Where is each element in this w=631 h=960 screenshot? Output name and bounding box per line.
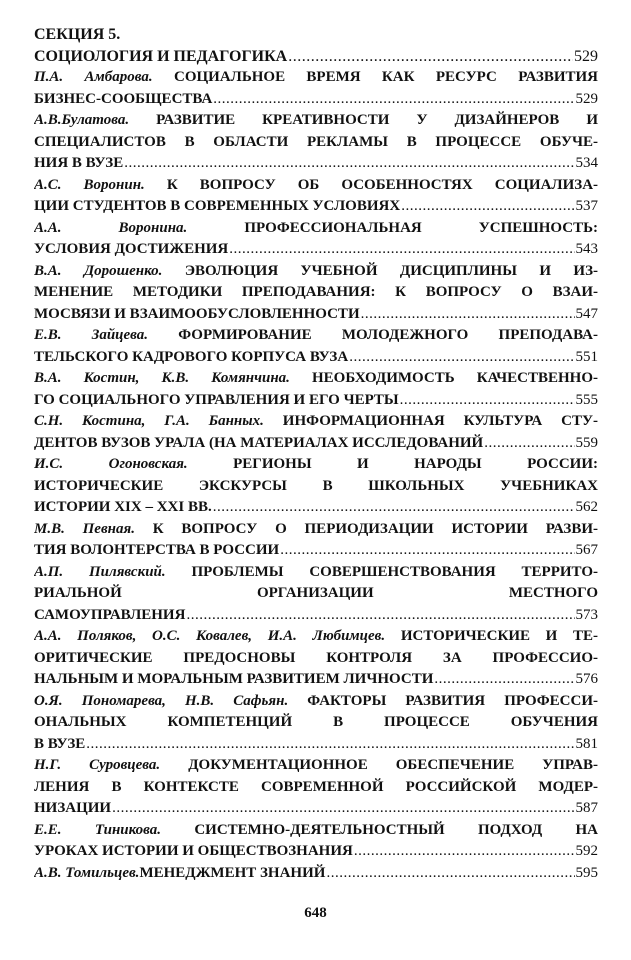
- section-title: СОЦИОЛОГИЯ И ПЕДАГОГИКА: [34, 47, 288, 65]
- leader-dots: [213, 89, 574, 111]
- toc-entry: [34, 411, 598, 454]
- toc-entry-line: [34, 132, 598, 154]
- entry-author: С.Н. Костина, Г.А. Банных.: [34, 413, 264, 429]
- entry-page-number: 537: [575, 198, 598, 214]
- entry-title-text: К ВОПРОСУ О ПЕРИОДИЗАЦИИ ИСТОРИИ РАЗВИ-: [152, 520, 598, 537]
- toc-entry-line: [34, 583, 598, 605]
- section-heading: СЕКЦИЯ 5.: [34, 26, 121, 43]
- toc-entry-line: [34, 368, 598, 390]
- leader-dots: [361, 304, 575, 326]
- entry-author: О.Я. Пономарева, Н.В. Сафьян.: [34, 692, 289, 709]
- entry-author: А.П. Пилявский.: [34, 563, 166, 580]
- entry-title-text: ИСТОРИЧЕСКИЕ ЭКСКУРСЫ В ШКОЛЬНЫХ УЧЕБНИКАХ: [34, 477, 598, 494]
- entry-title-text: НИЯ В ВУЗЕ: [34, 155, 124, 171]
- entry-title-text: РЕГИОНЫ И НАРОДЫ РОССИИ:: [233, 456, 598, 472]
- leader-dots: [229, 239, 574, 261]
- toc-entry: [34, 863, 598, 885]
- toc-entry-line: [34, 476, 598, 498]
- entry-title-text: МОСВЯЗИ И ВЗАИМООБУСЛОВЛЕННОСТИ: [34, 305, 360, 322]
- entry-page-number: 559: [575, 434, 598, 451]
- toc-entry-last-line: [34, 390, 598, 412]
- leader-dots: [288, 46, 573, 68]
- toc-entry: [34, 519, 598, 562]
- entry-page-number: 576: [575, 671, 598, 687]
- toc-entry-line: [34, 261, 598, 283]
- toc-entry: [34, 755, 598, 820]
- toc-entry-line: [34, 325, 598, 347]
- entry-title-text: УСЛОВИЯ ДОСТИЖЕНИЯ: [34, 241, 229, 257]
- entry-title-text: К ВОПРОСУ ОБ ОСОБЕННОСТЯХ СОЦИАЛИЗА-: [166, 176, 598, 193]
- entry-page-number: 581: [575, 735, 598, 752]
- toc-entry-last-line: [34, 734, 598, 756]
- toc-entry-line: [34, 218, 598, 240]
- entry-page-number: 529: [575, 90, 598, 107]
- toc-entry: [34, 325, 598, 368]
- entry-title-text: РАЗВИТИЕ КРЕАТИВНОСТИ У ДИЗАЙНЕРОВ И: [156, 112, 598, 128]
- toc-entry: [34, 691, 598, 756]
- entry-title-text: ИСТОРИИ XIX – XXI ВВ.: [34, 499, 212, 515]
- toc-entry-line: [34, 411, 598, 433]
- entry-title-text: ФОРМИРОВАНИЕ МОЛОДЕЖНОГО ПРЕПОДАВА-: [178, 327, 598, 343]
- toc-entry: [34, 67, 598, 110]
- entry-author: А.В.Булатова.: [34, 112, 130, 128]
- entry-page-number: 543: [575, 241, 598, 257]
- toc-entry-last-line: [34, 347, 598, 369]
- entry-author: П.А. Амбарова.: [34, 69, 153, 85]
- toc-entry: [34, 562, 598, 627]
- toc-entry-last-line: [34, 798, 598, 820]
- entry-title-text: ОНАЛЬНЫХ КОМПЕТЕНЦИЙ В ПРОЦЕССЕ ОБУЧЕНИЯ: [34, 714, 598, 730]
- entry-page-number: 573: [575, 606, 598, 623]
- toc-entry-last-line: [34, 669, 598, 691]
- toc-entry: [34, 626, 598, 691]
- entry-title-text: УРОКАХ ИСТОРИИ И ОБЩЕСТВОЗНАНИЯ: [34, 843, 353, 859]
- entry-page-number: 547: [575, 305, 598, 322]
- entry-title-text: ОРИТИЧЕСКИЕ ПРЕДОСНОВЫ КОНТРОЛЯ ЗА ПРОФЕССИО-: [34, 649, 598, 666]
- section-title-row: [34, 46, 598, 68]
- entry-title-text: СИСТЕМНО-ДЕЯТЕЛЬНОСТНЫЙ ПОДХОД НА: [194, 821, 598, 838]
- entry-author: А.С. Воронин.: [34, 176, 145, 193]
- toc-entry: [34, 110, 598, 175]
- entry-title-text: ЛЕНИЯ В КОНТЕКСТЕ СОВРЕМЕННОЙ РОССИЙСКОЙ МОДЕР-: [34, 778, 598, 795]
- toc-entry: [34, 175, 598, 218]
- entry-author: В.А. Костин, К.В. Комянчина.: [34, 370, 290, 386]
- leader-dots: [326, 863, 574, 885]
- toc-entry-line: [34, 454, 598, 476]
- toc-entry-last-line: [34, 841, 598, 863]
- entry-author: М.В. Певная.: [34, 520, 135, 537]
- entry-title-text: ТЕЛЬСКОГО КАДРОВОГО КОРПУСА ВУЗА: [34, 348, 349, 365]
- table-of-contents: [34, 24, 598, 884]
- toc-entry: [34, 368, 598, 411]
- entry-title-text: ЦИИ СТУДЕНТОВ В СОВРЕМЕННЫХ УСЛОВИЯХ: [34, 198, 401, 214]
- entry-title-text: ЭВОЛЮЦИЯ УЧЕБНОЙ ДИСЦИПЛИНЫ И ИЗ-: [184, 262, 598, 279]
- toc-entry-line: [34, 691, 598, 713]
- leader-dots: [434, 669, 574, 691]
- toc-entry-line: [34, 777, 598, 799]
- entry-title-text: ПРОФЕССИОНАЛЬНАЯ УСПЕШНОСТЬ:: [244, 219, 598, 236]
- entry-author: Е.Е. Тиникова.: [34, 821, 162, 838]
- entry-page-number: 562: [575, 499, 598, 515]
- entry-title-text: ИСТОРИЧЕСКИЕ И ТЕ-: [400, 628, 598, 644]
- entry-title-text: РИАЛЬНОЙ ОРГАНИЗАЦИИ МЕСТНОГО: [34, 585, 598, 601]
- toc-entry-line: [34, 755, 598, 777]
- entry-title-text: ДОКУМЕНТАЦИОННОЕ ОБЕСПЕЧЕНИЕ УПРАВ-: [188, 757, 598, 773]
- entry-page-number: 592: [575, 843, 598, 859]
- toc-entry-last-line: [34, 497, 598, 519]
- leader-dots: [401, 196, 574, 218]
- entry-title-text: В ВУЗЕ: [34, 735, 86, 752]
- toc-entry-last-line: [34, 239, 598, 261]
- entry-author: В.А. Дорошенко.: [34, 262, 163, 279]
- entry-page-number: 534: [575, 155, 598, 171]
- entry-title-text: ДЕНТОВ ВУЗОВ УРАЛА (НА МАТЕРИАЛАХ ИССЛЕДОВАНИЙ: [34, 434, 484, 451]
- toc-entry: [34, 454, 598, 519]
- toc-entry-last-line: [34, 196, 598, 218]
- entry-title-text: ИНФОРМАЦИОННАЯ КУЛЬТУРА СТУ-: [282, 413, 598, 429]
- toc-entry: [34, 218, 598, 261]
- entry-title-text: САМОУПРАВЛЕНИЯ: [34, 606, 186, 623]
- entry-title-text: ТИЯ ВОЛОНТЕРСТВА В РОССИИ: [34, 542, 280, 558]
- leader-dots: [280, 540, 574, 562]
- entry-title-text: МЕНЕНИЕ МЕТОДИКИ ПРЕПОДАВАНИЯ: К ВОПРОСУ О ВЗАИ-: [34, 284, 598, 300]
- entry-page-number: 551: [575, 348, 598, 365]
- toc-entry-last-line: [34, 540, 598, 562]
- entry-title-text: МЕНЕДЖМЕНТ ЗНАНИЙ: [139, 864, 326, 881]
- entry-title-text: СПЕЦИАЛИСТОВ В ОБЛАСТИ РЕКЛАМЫ В ПРОЦЕССЕ ОБУЧЕ-: [34, 133, 598, 150]
- toc-entry-last-line: [34, 605, 598, 627]
- toc-entry-line: [34, 648, 598, 670]
- toc-entry-line: [34, 519, 598, 541]
- toc-entry-last-line: [34, 304, 598, 326]
- toc-entry-line: [34, 67, 598, 89]
- leader-dots: [484, 433, 574, 455]
- entry-page-number: 567: [575, 542, 598, 558]
- leader-dots: [349, 347, 574, 369]
- entry-title-text: НЕОБХОДИМОСТЬ КАЧЕСТВЕННО-: [312, 370, 598, 386]
- entry-author: А.А. Воронина.: [34, 219, 188, 236]
- toc-entry-line: [34, 626, 598, 648]
- entry-title-text: ПРОБЛЕМЫ СОВЕРШЕНСТВОВАНИЯ ТЕРРИТО-: [191, 563, 598, 580]
- entry-author: Н.Г. Суровцева.: [34, 757, 161, 773]
- section-page-number: 529: [574, 47, 598, 65]
- leader-dots: [112, 798, 574, 820]
- entry-page-number: 555: [575, 391, 598, 408]
- entry-author: А.А. Поляков, О.С. Ковалев, И.А. Любимцев.: [34, 628, 386, 644]
- toc-entry-line: [34, 175, 598, 197]
- toc-entry: [34, 261, 598, 326]
- entry-title-text: ФАКТОРЫ РАЗВИТИЯ ПРОФЕССИ-: [307, 692, 598, 709]
- toc-entry-line: [34, 712, 598, 734]
- entry-page-number: 595: [575, 864, 598, 881]
- toc-entry-line: [34, 110, 598, 132]
- toc-entry-line: [34, 282, 598, 304]
- leader-dots: [400, 390, 575, 412]
- toc-entry-last-line: [34, 863, 598, 885]
- leader-dots: [213, 497, 575, 519]
- leader-dots: [124, 153, 574, 175]
- entry-title-text: НАЛЬНЫМ И МОРАЛЬНЫМ РАЗВИТИЕМ ЛИЧНОСТИ: [34, 671, 434, 687]
- toc-entry-last-line: [34, 153, 598, 175]
- entry-page-number: 587: [575, 800, 598, 816]
- entry-title-text: НИЗАЦИИ: [34, 800, 112, 816]
- entry-author: Е.В. Зайцева.: [34, 327, 149, 343]
- page-number: 648: [304, 905, 327, 921]
- toc-entry: [34, 820, 598, 863]
- entry-author: А.В. Томильцев.: [34, 864, 140, 881]
- toc-entry-last-line: [34, 433, 598, 455]
- leader-dots: [186, 605, 574, 627]
- leader-dots: [354, 841, 575, 863]
- entry-title-text: БИЗНЕС-СООБЩЕСТВА: [34, 90, 213, 107]
- leader-dots: [86, 734, 574, 756]
- toc-entry-line: [34, 820, 598, 842]
- entry-title-text: ГО СОЦИАЛЬНОГО УПРАВЛЕНИЯ И ЕГО ЧЕРТЫ: [34, 391, 399, 408]
- entry-author: И.С. Огоновская.: [34, 456, 188, 472]
- entry-title-text: СОЦИАЛЬНОЕ ВРЕМЯ КАК РЕСУРС РАЗВИТИЯ: [173, 69, 598, 85]
- toc-entry-line: [34, 562, 598, 584]
- toc-entry-last-line: [34, 89, 598, 111]
